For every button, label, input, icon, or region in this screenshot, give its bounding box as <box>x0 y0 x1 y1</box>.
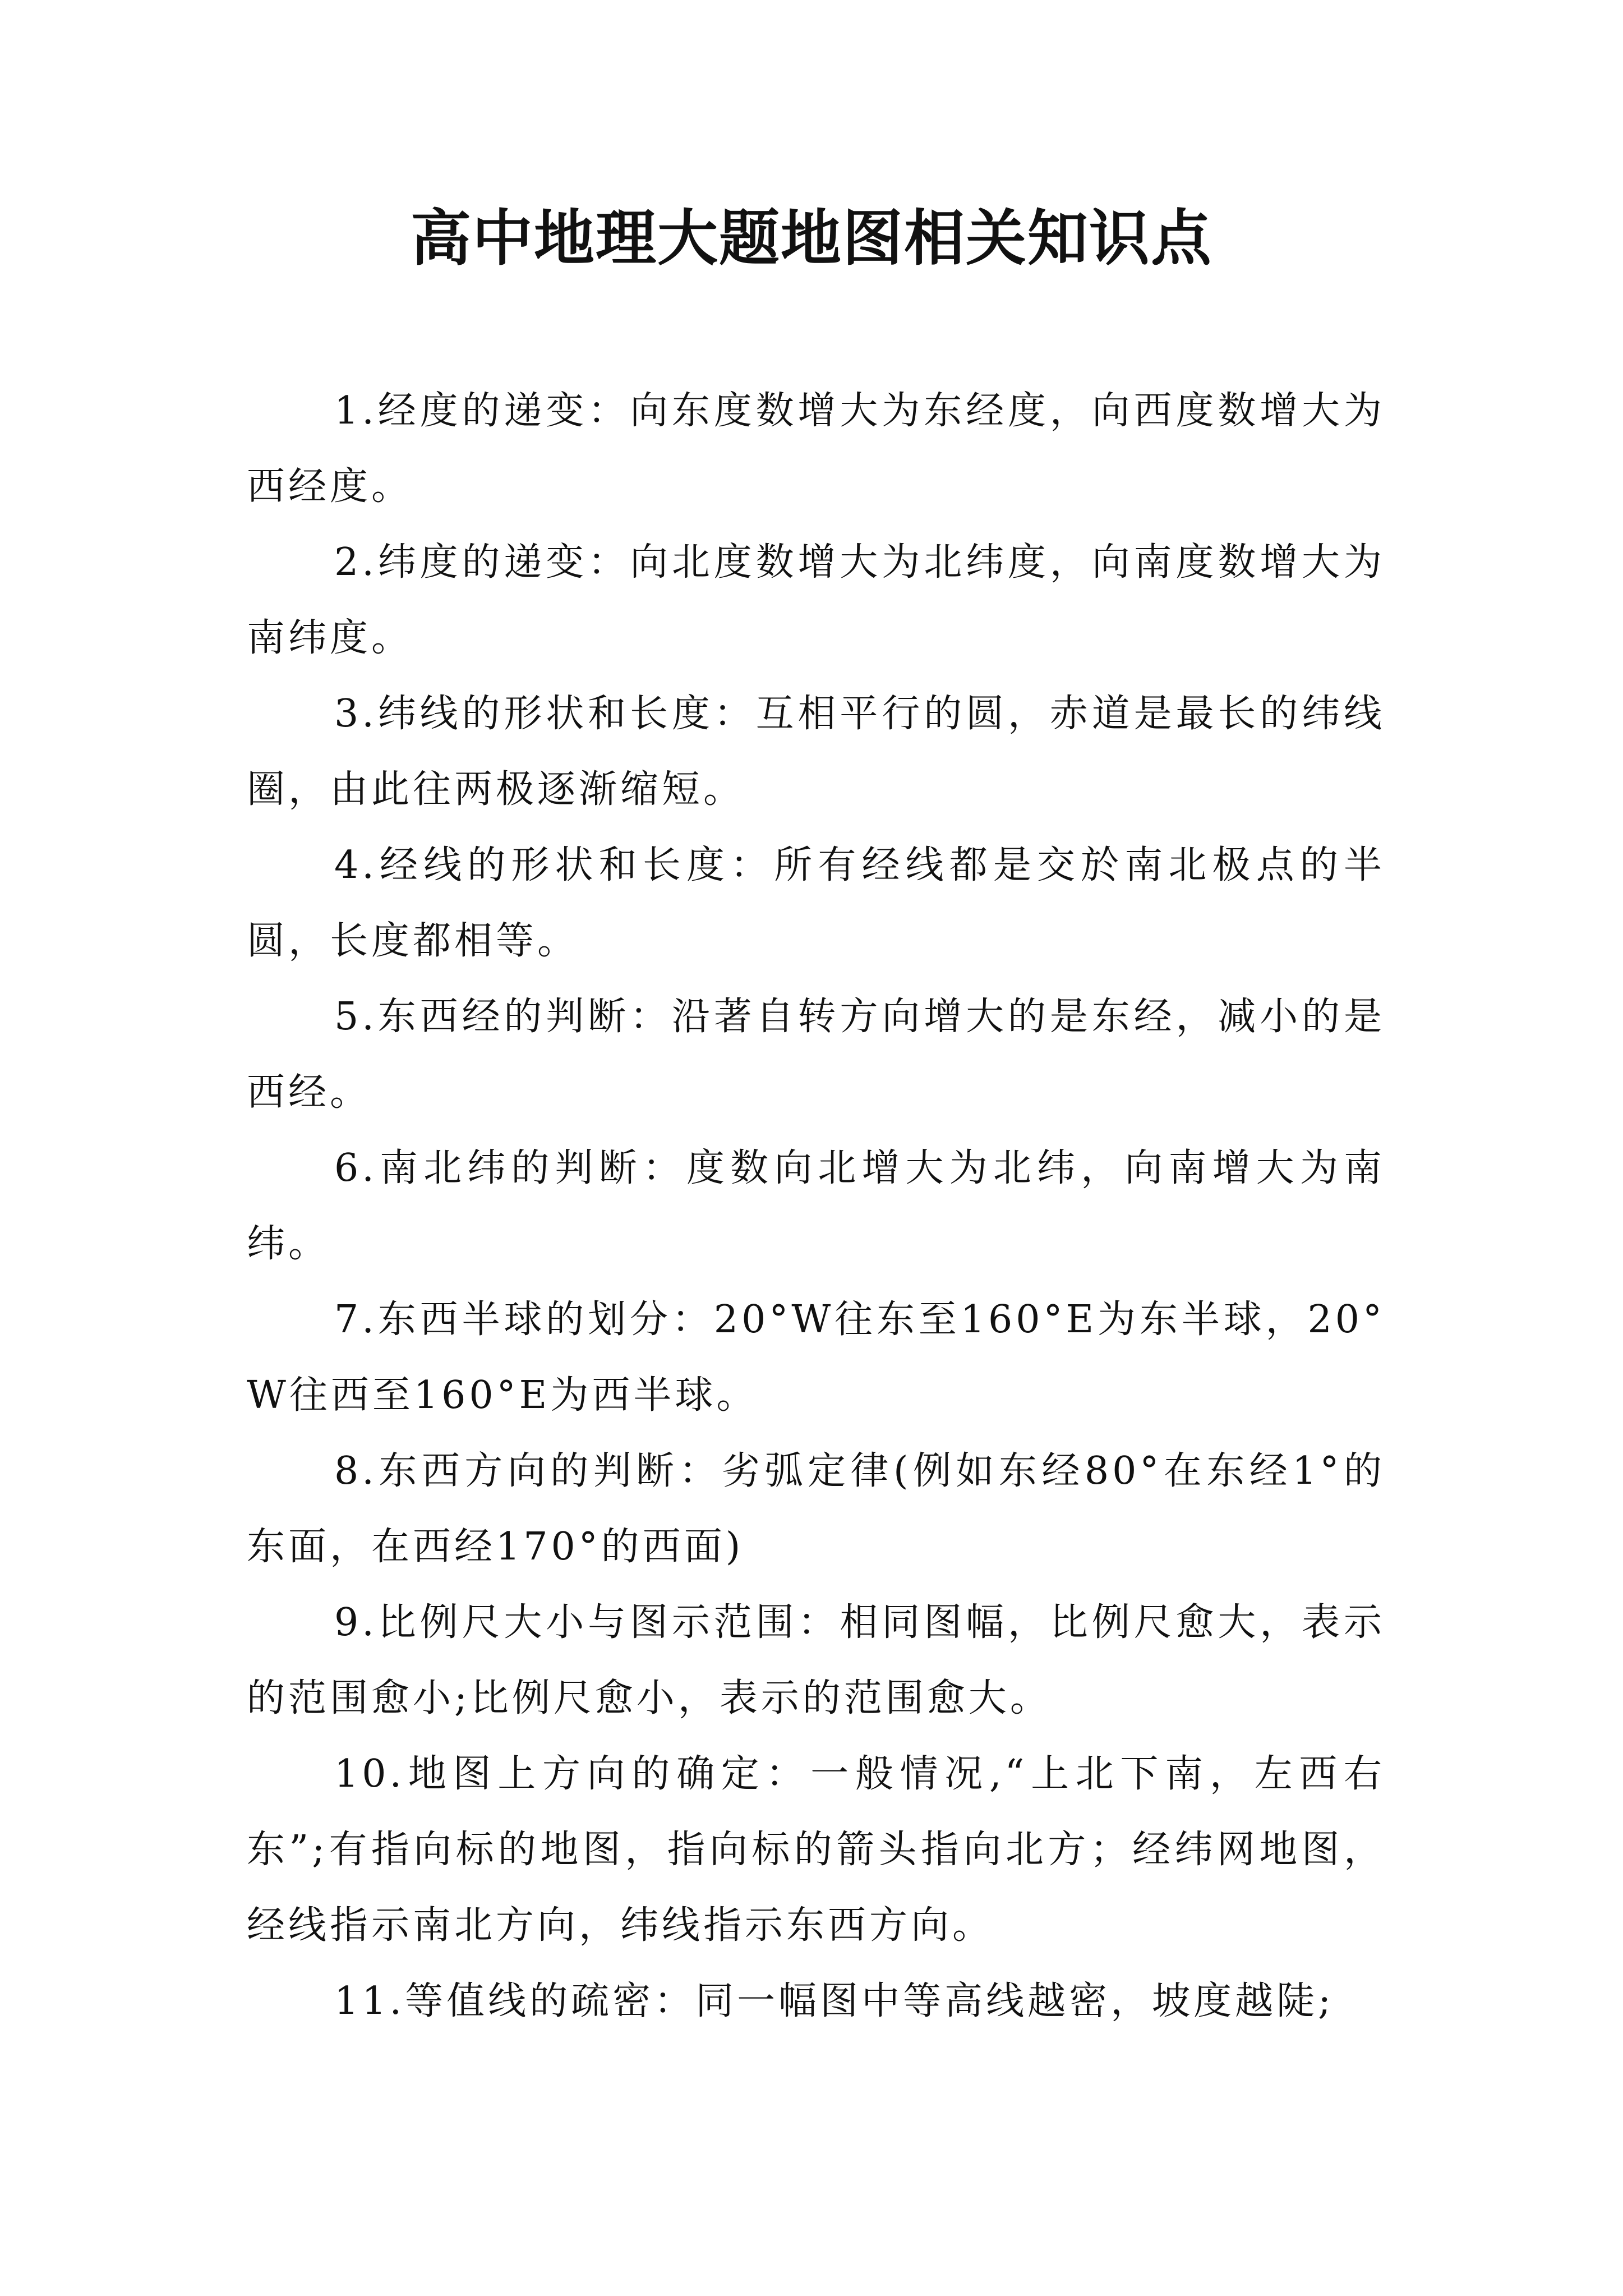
document-title: 高中地理大题地图相关知识点 <box>410 203 1212 274</box>
paragraph-4: 4.经线的形状和长度：所有经线都是交於南北极点的半圆，长度都相等。 <box>247 843 1385 963</box>
paragraph-6: 6.南北纬的判断：度数向北增大为北纬，向南增大为南纬。 <box>247 1146 1385 1266</box>
paragraph-11: 11.等值线的疏密：同一幅图中等高线越密，坡度越陡; <box>334 1979 1335 2023</box>
paragraph-9: 9.比例尺大小与图示范围：相同图幅，比例尺愈大，表示的范围愈小;比例尺愈小，表示的范围愈大。 <box>247 1600 1385 1720</box>
paragraph-8: 8.东西方向的判断：劣弧定律(例如东经80°在东经1°的东面，在西经170°的西面) <box>247 1449 1385 1569</box>
paragraph-1: 1.经度的递变：向东度数增大为东经度，向西度数增大为西经度。 <box>247 389 1385 509</box>
paragraph-3: 3.纬线的形状和长度：互相平行的圆，赤道是最长的纬线圈，由此往两极逐渐缩短。 <box>247 692 1385 812</box>
paragraph-2: 2.纬度的递变：向北度数增大为北纬度，向南度数增大为南纬度。 <box>247 540 1385 660</box>
paragraph-7: 7.东西半球的划分：20°W往东至160°E为东半球，20°W往西至160°E为西半球。 <box>247 1297 1385 1418</box>
paragraph-10: 10.地图上方向的确定：一般情况,“上北下南，左西右东”;有指向标的地图，指向标的箭头指向北方；经纬网地图，经线指示南北方向，纬线指示东西方向。 <box>247 1752 1385 1948</box>
document-body <box>247 373 1385 2039</box>
paragraph-5: 5.东西经的判断：沿著自转方向增大的是东经，减小的是西经。 <box>247 995 1385 1115</box>
